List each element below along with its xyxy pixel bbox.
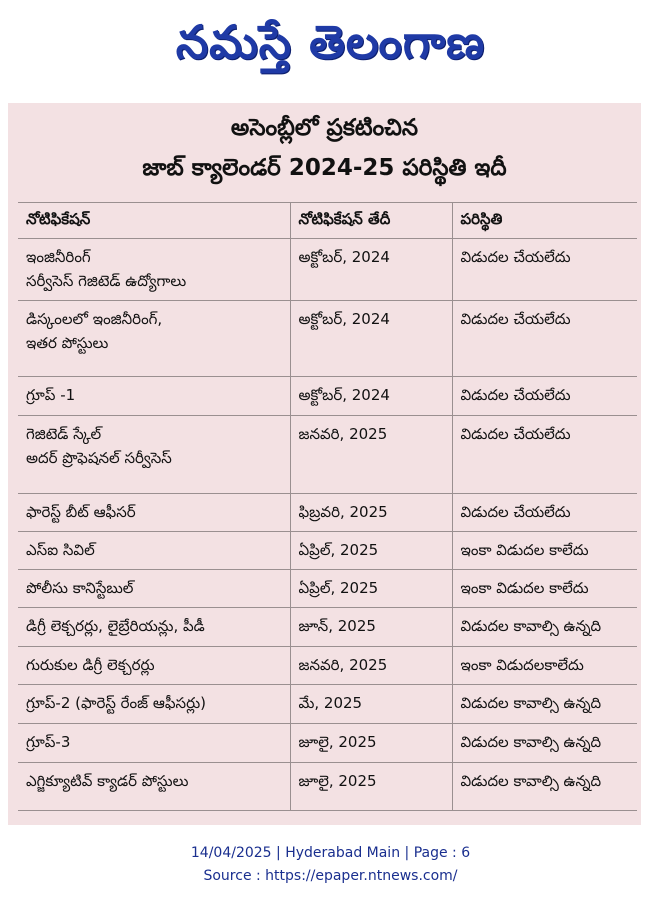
status-cell: విడుదల కావాల్సి ఉన్నది [452, 685, 637, 724]
table-header-row [18, 203, 637, 239]
column-header-status: పరిస్థితి [452, 203, 637, 239]
masthead-title: నమస్తే తెలంగాణ [175, 15, 486, 69]
table-row [18, 416, 637, 494]
notification-cell: డిగ్రీ లెక్చరర్లు, లైబ్రేరియన్లు, పీడీ [18, 608, 290, 647]
date-cell: జూలై, 2025 [290, 763, 452, 811]
column-header-notification: నోటిఫికేషన్ [18, 203, 290, 239]
date-cell: జనవరి, 2025 [290, 416, 452, 494]
date-cell: మే, 2025 [290, 685, 452, 724]
status-cell: విడుదల చేయలేదు [452, 377, 637, 416]
status-cell: ఇంకా విడుదల కాలేదు [452, 532, 637, 570]
notification-cell: గ్రూప్-2 (ఫారెస్ట్ రేంజ్ ఆఫీసర్లు) [18, 685, 290, 724]
table-row [18, 239, 637, 301]
card-heading-line2: జాబ్ క్యాలెండర్ 2024-25 పరిస్థితి ఇదీ [142, 155, 507, 181]
status-cell: విడుదల చేయలేదు [452, 416, 637, 494]
table-row [18, 494, 637, 532]
date-cell: ఏప్రిల్, 2025 [290, 532, 452, 570]
table-row [18, 763, 637, 811]
table-row [18, 685, 637, 724]
notification-cell: గెజిటెడ్ స్కేల్ అదర్ ప్రొఫెషనల్ సర్వీసెస్ [18, 416, 290, 494]
date-cell: అక్టోబర్, 2024 [290, 239, 452, 301]
table-row [18, 608, 637, 647]
table-row [18, 532, 637, 570]
status-cell: విడుదల కావాల్సి ఉన్నది [452, 724, 637, 763]
status-cell: విడుదల చేయలేదు [452, 301, 637, 377]
status-cell: విడుదల కావాల్సి ఉన్నది [452, 763, 637, 811]
job-calendar-card [8, 103, 641, 825]
status-cell: ఇంకా విడుదలకాలేదు [452, 647, 637, 685]
notification-cell: ఇంజినీరింగ్ సర్వీసెస్ గెజిటెడ్ ఉద్యోగాలు [18, 239, 290, 301]
status-cell: విడుదల చేయలేదు [452, 494, 637, 532]
notification-cell: గ్రూప్ -1 [18, 377, 290, 416]
notification-cell: ఫారెస్ట్ బీట్ ఆఫీసర్ [18, 494, 290, 532]
footer-source-link: Source : https://epaper.ntnews.com/ [203, 868, 458, 884]
card-heading-line1: అసెంబ్లీలో ప్రకటించిన [230, 115, 419, 141]
status-cell: ఇంకా విడుదల కాలేదు [452, 570, 637, 608]
notification-cell: గురుకుల డిగ్రీ లెక్చరర్లు [18, 647, 290, 685]
footer-edition-info: 14/04/2025 | Hyderabad Main | Page : 6 [190, 845, 471, 861]
date-cell: అక్టోబర్, 2024 [290, 377, 452, 416]
job-calendar-table [18, 202, 637, 811]
column-header-date: నోటిఫికేషన్ తేదీ [290, 203, 452, 239]
date-cell: ఏప్రిల్, 2025 [290, 570, 452, 608]
notification-cell: ఎస్ఐ సివిల్ [18, 532, 290, 570]
status-cell: విడుదల చేయలేదు [452, 239, 637, 301]
table-row [18, 377, 637, 416]
date-cell: జూన్, 2025 [290, 608, 452, 647]
date-cell: జూలై, 2025 [290, 724, 452, 763]
status-cell: విడుదల కావాల్సి ఉన్నది [452, 608, 637, 647]
notification-cell: ఎగ్జిక్యూటివ్ క్యాడర్ పోస్టులు [18, 763, 290, 811]
notification-cell: గ్రూప్-3 [18, 724, 290, 763]
table-row [18, 724, 637, 763]
table-row [18, 647, 637, 685]
date-cell: అక్టోబర్, 2024 [290, 301, 452, 377]
newspaper-masthead [0, 0, 661, 96]
date-cell: ఫిబ్రవరి, 2025 [290, 494, 452, 532]
notification-cell: పోలీసు కానిస్టేబుల్ [18, 570, 290, 608]
date-cell: జనవరి, 2025 [290, 647, 452, 685]
table-row [18, 570, 637, 608]
table-row [18, 301, 637, 377]
notification-cell: డిస్కంలలో ఇంజినీరింగ్, ఇతర పోస్టులు [18, 301, 290, 377]
